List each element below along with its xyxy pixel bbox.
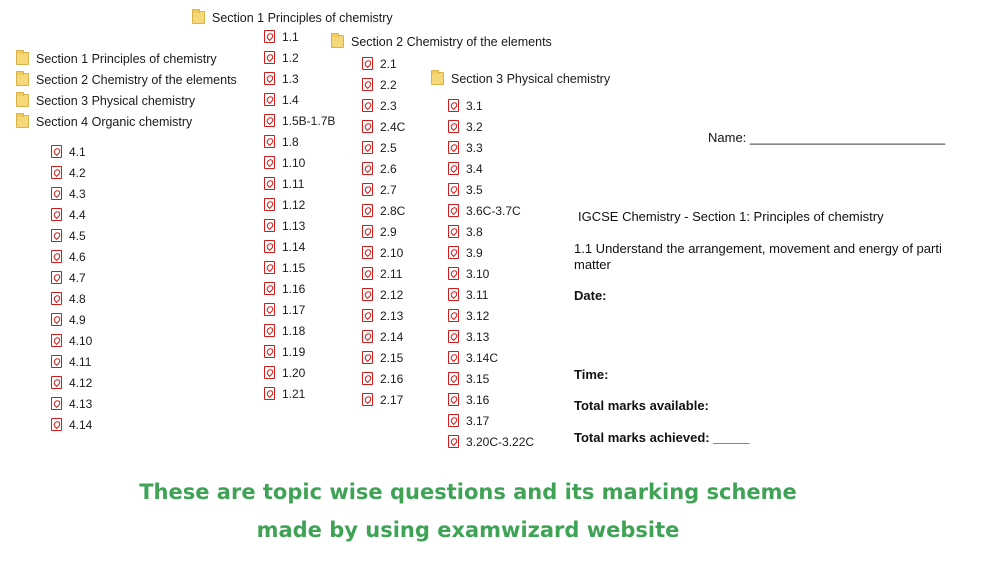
file-label: 1.4	[282, 92, 299, 107]
pdf-file-item[interactable]	[448, 95, 483, 116]
folder-section-4[interactable]	[16, 111, 192, 132]
pdf-file-item[interactable]	[264, 320, 305, 341]
file-label: 2.17	[380, 392, 404, 407]
pdf-file-icon	[51, 229, 62, 242]
pdf-file-item[interactable]	[51, 372, 92, 393]
pdf-file-item[interactable]	[264, 26, 299, 47]
folder-section-3[interactable]	[16, 90, 195, 111]
pdf-file-item[interactable]	[362, 158, 397, 179]
file-label: 3.4	[466, 161, 483, 176]
pdf-file-item[interactable]	[51, 246, 86, 267]
folder-icon	[16, 115, 29, 128]
pdf-file-icon	[51, 187, 62, 200]
pdf-file-item[interactable]	[448, 221, 483, 242]
pdf-file-item[interactable]	[51, 414, 92, 435]
file-label: 3.12	[466, 308, 490, 323]
file-label: 3.15	[466, 371, 490, 386]
folder-section-3-open[interactable]	[431, 68, 610, 89]
name-line: Name: ___________________________	[708, 130, 946, 145]
pdf-file-icon	[448, 288, 459, 301]
file-label: 1.16	[282, 281, 306, 296]
pdf-file-icon	[264, 198, 275, 211]
pdf-file-item[interactable]	[264, 89, 299, 110]
folder-section-2-open[interactable]	[331, 31, 552, 52]
pdf-file-icon	[448, 141, 459, 154]
pdf-file-item[interactable]	[448, 389, 489, 410]
pdf-file-item[interactable]	[264, 341, 305, 362]
pdf-file-item[interactable]	[51, 330, 92, 351]
pdf-file-item[interactable]	[264, 299, 305, 320]
pdf-file-icon	[448, 393, 459, 406]
pdf-file-item[interactable]	[51, 183, 86, 204]
folder-label: Section 3 Physical chemistry	[451, 71, 611, 86]
pdf-file-item[interactable]	[264, 236, 305, 257]
pdf-file-icon	[51, 313, 62, 326]
pdf-file-icon	[362, 120, 373, 133]
file-label: 1.17	[282, 302, 306, 317]
pdf-file-item[interactable]	[362, 74, 397, 95]
pdf-file-item[interactable]	[264, 362, 305, 383]
file-label: 3.13	[466, 329, 490, 344]
file-label: 3.11	[466, 287, 489, 302]
pdf-file-icon	[51, 397, 62, 410]
file-label: 1.12	[282, 197, 306, 212]
file-label: 4.14	[69, 417, 93, 432]
pdf-file-icon	[362, 372, 373, 385]
banner-line-1: These are topic wise questions and its marking scheme	[139, 480, 797, 504]
pdf-file-icon	[448, 183, 459, 196]
pdf-file-icon	[362, 393, 373, 406]
pdf-file-icon	[264, 156, 275, 169]
pdf-file-item[interactable]	[448, 200, 521, 221]
file-label: 3.14C	[466, 350, 499, 365]
file-label: 2.5	[380, 140, 397, 155]
pdf-file-item[interactable]	[51, 204, 86, 225]
file-label: 3.20C-3.22C	[466, 434, 535, 449]
file-label: 1.14	[282, 239, 306, 254]
file-label: 2.13	[380, 308, 404, 323]
file-label: 1.10	[282, 155, 306, 170]
file-label: 3.17	[466, 413, 490, 428]
pdf-file-icon	[51, 250, 62, 263]
file-label: 2.7	[380, 182, 397, 197]
file-label: 2.15	[380, 350, 404, 365]
file-label: 1.8	[282, 134, 299, 149]
folder-section-1[interactable]	[16, 48, 217, 69]
file-label: 3.8	[466, 224, 483, 239]
pdf-file-icon	[448, 99, 459, 112]
folder-label: Section 1 Principles of chemistry	[212, 10, 393, 25]
pdf-file-item[interactable]	[448, 158, 483, 179]
file-label: 3.16	[466, 392, 490, 407]
file-label: 2.14	[380, 329, 404, 344]
file-label: 2.2	[380, 77, 397, 92]
pdf-file-icon	[51, 145, 62, 158]
folder-label: Section 4 Organic chemistry	[36, 114, 193, 129]
pdf-file-icon	[362, 351, 373, 364]
pdf-file-item[interactable]	[264, 257, 305, 278]
file-label: 1.11	[282, 176, 305, 191]
file-label: 3.2	[466, 119, 483, 134]
pdf-file-item[interactable]	[448, 410, 489, 431]
pdf-file-icon	[448, 351, 459, 364]
pdf-file-icon	[448, 246, 459, 259]
folder-icon	[16, 73, 29, 86]
topic-line-2: matter	[574, 257, 611, 272]
pdf-file-item[interactable]	[51, 225, 86, 246]
pdf-file-icon	[51, 292, 62, 305]
pdf-file-item[interactable]	[362, 53, 397, 74]
pdf-file-item[interactable]	[448, 263, 489, 284]
pdf-file-item[interactable]	[51, 162, 86, 183]
pdf-file-icon	[264, 387, 275, 400]
pdf-file-item[interactable]	[264, 173, 304, 194]
pdf-file-item[interactable]	[362, 95, 397, 116]
file-label: 3.9	[466, 245, 483, 260]
folder-label: Section 2 Chemistry of the elements	[36, 72, 237, 87]
pdf-file-item[interactable]	[51, 267, 86, 288]
pdf-file-icon	[264, 366, 275, 379]
file-label: 4.6	[69, 249, 86, 264]
pdf-file-item[interactable]	[264, 383, 305, 404]
pdf-file-icon	[362, 141, 373, 154]
file-label: 4.13	[69, 396, 93, 411]
pdf-file-icon	[51, 271, 62, 284]
pdf-file-icon	[362, 267, 373, 280]
folder-label: Section 1 Principles of chemistry	[36, 51, 217, 66]
pdf-file-item[interactable]	[264, 110, 335, 131]
folder-icon	[192, 11, 205, 24]
pdf-file-icon	[448, 120, 459, 133]
file-label: 4.1	[69, 144, 86, 159]
pdf-file-icon	[448, 372, 459, 385]
time-label: Time:	[574, 367, 609, 382]
file-label: 2.4C	[380, 119, 406, 134]
pdf-file-item[interactable]	[51, 141, 86, 162]
pdf-file-item[interactable]	[448, 326, 489, 347]
pdf-file-icon	[264, 219, 275, 232]
pdf-file-item[interactable]	[264, 152, 305, 173]
file-label: 4.11	[69, 354, 92, 369]
pdf-file-icon	[448, 204, 459, 217]
pdf-file-icon	[362, 246, 373, 259]
pdf-file-item[interactable]	[362, 347, 403, 368]
folder-icon	[16, 52, 29, 65]
pdf-file-icon	[264, 345, 275, 358]
pdf-file-icon	[362, 225, 373, 238]
file-label: 4.7	[69, 270, 86, 285]
file-label: 1.15	[282, 260, 306, 275]
pdf-file-item[interactable]	[264, 131, 299, 152]
file-label: 2.9	[380, 224, 397, 239]
file-label: 2.12	[380, 287, 404, 302]
pdf-file-item[interactable]	[448, 116, 483, 137]
file-label: 3.6C-3.7C	[466, 203, 521, 218]
total-marks-available: Total marks available:	[574, 398, 709, 413]
file-label: 2.8C	[380, 203, 406, 218]
pdf-file-item[interactable]	[362, 116, 405, 137]
topic-line-1: 1.1 Understand the arrangement, movement and energy of parti	[574, 241, 942, 256]
pdf-file-icon	[51, 166, 62, 179]
file-label: 1.19	[282, 344, 306, 359]
pdf-file-item[interactable]	[448, 137, 483, 158]
pdf-file-item[interactable]	[51, 309, 86, 330]
pdf-file-icon	[448, 162, 459, 175]
pdf-file-icon	[51, 334, 62, 347]
pdf-file-icon	[264, 303, 275, 316]
pdf-file-item[interactable]	[448, 368, 489, 389]
pdf-file-item[interactable]	[51, 288, 86, 309]
pdf-file-item[interactable]	[362, 368, 403, 389]
file-label: 2.6	[380, 161, 397, 176]
pdf-file-icon	[362, 183, 373, 196]
pdf-file-icon	[362, 204, 373, 217]
file-label: 3.5	[466, 182, 483, 197]
pdf-file-icon	[448, 225, 459, 238]
file-label: 4.5	[69, 228, 86, 243]
banner-line-2: made by using examwizard website	[256, 518, 680, 542]
file-label: 3.1	[466, 98, 483, 113]
pdf-file-icon	[264, 93, 275, 106]
folder-label: Section 3 Physical chemistry	[36, 93, 196, 108]
file-label: 4.9	[69, 312, 86, 327]
file-label: 4.2	[69, 165, 86, 180]
file-label: 1.1	[282, 29, 299, 44]
pdf-file-item[interactable]	[448, 431, 534, 452]
pdf-file-icon	[362, 330, 373, 343]
pdf-file-item[interactable]	[362, 221, 397, 242]
pdf-file-item[interactable]	[264, 47, 299, 68]
pdf-file-icon	[264, 135, 275, 148]
pdf-file-item[interactable]	[362, 137, 397, 158]
pdf-file-icon	[448, 435, 459, 448]
pdf-file-item[interactable]	[362, 389, 403, 410]
pdf-file-icon	[448, 414, 459, 427]
pdf-file-item[interactable]	[362, 200, 405, 221]
file-label: 1.20	[282, 365, 306, 380]
folder-section-1-open[interactable]	[192, 7, 393, 28]
file-label: 2.3	[380, 98, 397, 113]
file-label: 1.3	[282, 71, 299, 86]
pdf-file-icon	[362, 99, 373, 112]
pdf-file-icon	[264, 51, 275, 64]
total-marks-achieved: Total marks achieved: _____	[574, 430, 750, 445]
file-label: 4.10	[69, 333, 93, 348]
file-label: 4.12	[69, 375, 93, 390]
pdf-file-icon	[264, 177, 275, 190]
folder-icon	[331, 35, 344, 48]
pdf-file-icon	[264, 282, 275, 295]
pdf-file-item[interactable]	[448, 242, 483, 263]
pdf-file-icon	[264, 240, 275, 253]
pdf-file-item[interactable]	[448, 305, 489, 326]
folder-icon	[16, 94, 29, 107]
pdf-file-icon	[51, 208, 62, 221]
pdf-file-icon	[51, 376, 62, 389]
pdf-file-icon	[51, 418, 62, 431]
pdf-file-icon	[264, 30, 275, 43]
file-label: 1.21	[282, 386, 306, 401]
file-label: 3.3	[466, 140, 483, 155]
pdf-file-item[interactable]	[264, 215, 305, 236]
pdf-file-item[interactable]	[362, 284, 403, 305]
pdf-file-icon	[362, 57, 373, 70]
pdf-file-item[interactable]	[264, 278, 305, 299]
file-label: 3.10	[466, 266, 490, 281]
file-label: 2.16	[380, 371, 404, 386]
file-label: 2.10	[380, 245, 404, 260]
file-label: 2.1	[380, 56, 397, 71]
pdf-file-icon	[362, 309, 373, 322]
file-label: 4.4	[69, 207, 86, 222]
file-label: 1.13	[282, 218, 306, 233]
pdf-file-item[interactable]	[448, 347, 498, 368]
pdf-file-icon	[51, 355, 62, 368]
pdf-file-icon	[264, 114, 275, 127]
pdf-file-item[interactable]	[448, 179, 483, 200]
pdf-file-item[interactable]	[362, 179, 397, 200]
pdf-file-item[interactable]	[362, 305, 403, 326]
date-label: Date:	[574, 288, 607, 303]
file-label: 4.8	[69, 291, 86, 306]
worksheet-title: IGCSE Chemistry - Section 1: Principles of chemistry	[578, 209, 884, 224]
file-label: 2.11	[380, 266, 403, 281]
pdf-file-item[interactable]	[362, 326, 403, 347]
pdf-file-item[interactable]	[448, 284, 488, 305]
pdf-file-item[interactable]	[362, 263, 402, 284]
pdf-file-icon	[448, 330, 459, 343]
file-label: 1.2	[282, 50, 299, 65]
pdf-file-icon	[448, 267, 459, 280]
pdf-file-icon	[362, 162, 373, 175]
pdf-file-icon	[264, 324, 275, 337]
pdf-file-icon	[264, 261, 275, 274]
pdf-file-item[interactable]	[51, 393, 92, 414]
pdf-file-icon	[362, 78, 373, 91]
folder-label: Section 2 Chemistry of the elements	[351, 34, 552, 49]
file-label: 1.18	[282, 323, 306, 338]
folder-section-2[interactable]	[16, 69, 237, 90]
pdf-file-item[interactable]	[51, 351, 91, 372]
file-label: 1.5B-1.7B	[282, 113, 336, 128]
pdf-file-item[interactable]	[264, 68, 299, 89]
pdf-file-item[interactable]	[264, 194, 305, 215]
pdf-file-icon	[362, 288, 373, 301]
pdf-file-icon	[448, 309, 459, 322]
folder-icon	[431, 72, 444, 85]
file-label: 4.3	[69, 186, 86, 201]
pdf-file-icon	[264, 72, 275, 85]
pdf-file-item[interactable]	[362, 242, 403, 263]
